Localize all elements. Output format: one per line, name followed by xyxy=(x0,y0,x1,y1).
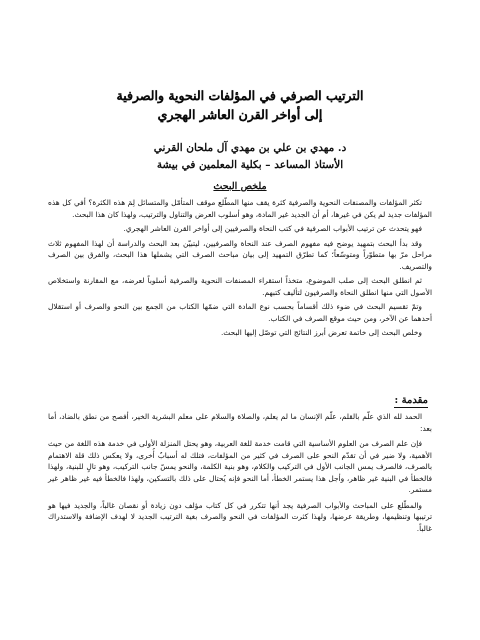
author-name: د. مهدي بن علي بن مهدي آل ملحان القرني xyxy=(153,142,347,154)
author-position: الأستاذ المساعد – بكلية المعلمين في بيشة xyxy=(156,159,344,171)
intro-body xyxy=(48,411,432,538)
author-info xyxy=(60,140,440,174)
title-line-2: إلى أواخر القرن العاشر الهجري xyxy=(157,107,323,122)
title-line-1: الترتيب الصرفي في المؤلفات النحوية والصرفية xyxy=(116,88,364,103)
intro-paragraph: الحمد لله الذي علّم بالقلم، علّم الإنسان ما لم يعلم، والصلاة والسلام على معلم البشرية الخير، أفصح من نطق بالضاد، أما بعد: xyxy=(48,412,432,433)
paper-title xyxy=(40,86,440,124)
intro-paragraph: فإن علم الصرف من العلوم الأساسية التي قامت خدمة للغة العربية، وهو يحتل المنزلة الأولى في خدمة هذه اللغة من حيث الأهمية، ولا ضير في أن تقدّم النحو على الصرف في كثير من المؤلفات، فتلك له أسبابٌ أُخرى، ولا يعكس ذلك قلة الاهتمام بالصرف، فالصرف يمس الجانب الأول في التركيب والكلام، وهو بنية الكلمة، والنحو يمسّ جانب التركيب، وهو تالٍ للبنية، ولهذا فالخطأ في البنية غير ظاهر، وأجل هذا يستمر الخطأ، أما النحو فإنه يُحتال على ذلك بالتسكين، ولهذا فالخطأ فيه غير ظاهر غير مستمر. xyxy=(48,439,432,494)
abstract-paragraph: ثم انطلق البحث إلى صلب الموضوع، متخذاً استقراء المصنفات النحوية والصرفية أسلوباً لعرضه، مع المقارنة واستخلاص الأصول التي منها انطلق النحاة والصرفيون لتأليف كتبهم. xyxy=(48,276,432,297)
abstract-paragraph: فهو يتحدث عن ترتيب الأبواب الصرفية في كتب النحاة والصرفيين إلى أواخر القرن العاشر الهجري. xyxy=(123,224,422,233)
abstract-paragraph: وقد بدأ البحث بتمهيد يوضح فيه مفهوم الصرف عند النحاة والصرفيين، ليتبيّن بعد البحث والدراسة أن لهذا المفهوم ثلاث مراحل مرّ بها متطوّراً ومتوسّعاً؛ كما تطرّق التمهيد إلى بيان مباحث الصرف التي يشملها هذا البحث، والفرق بين الصرف والتصريف. xyxy=(48,238,432,271)
abstract-paragraph: وخلص البحث إلى خاتمة تعرض أبرز النتائج التي توصّل إليها البحث. xyxy=(220,328,422,337)
intro-heading-text: مقدمة : xyxy=(394,395,428,406)
abstract-heading-text: ملخص البحث xyxy=(213,181,267,192)
intro-paragraph: والمطّلع على المباحث والأبواب الصرفية يجد أنها تتكرر في كل كتاب مؤلف دون زيادة أو نقصان غالباً، والجديد فيها هو ترتيبها وتنظيمها، وطريقة عرضها، ولهذا كثرت المؤلفات في النحو والصرف بغية الترتيب الجديد لا لهدف الإضافة والاستدراك غالباً. xyxy=(48,500,432,533)
intro-heading xyxy=(394,395,428,406)
abstract-heading xyxy=(0,181,480,192)
abstract-body xyxy=(48,197,432,342)
abstract-paragraph: وتمّ تقسيم البحث في ضوء ذلك أقساماً بحسب نوع المادة التي ضمّها الكتاب من الجمع بين النحو والصرف أو استقلال أحدهما عن الآخر، ومن حيث موقع الصرف في الكتاب. xyxy=(48,302,432,323)
abstract-paragraph: تكثر المؤلفات والمصنفات النحوية والصرفية كثرة يقف منها المطّلع موقف المتأمّل والمتسائل لِمَ هذه الكثرة؟ أفي كل هذه المؤلفات جديد لم يكن في غيرها، أم أن الجديد غير المادة، وهو أسلوب العرض والتناول والترتيب، ولهذا كان هذا البحث. xyxy=(48,198,432,219)
